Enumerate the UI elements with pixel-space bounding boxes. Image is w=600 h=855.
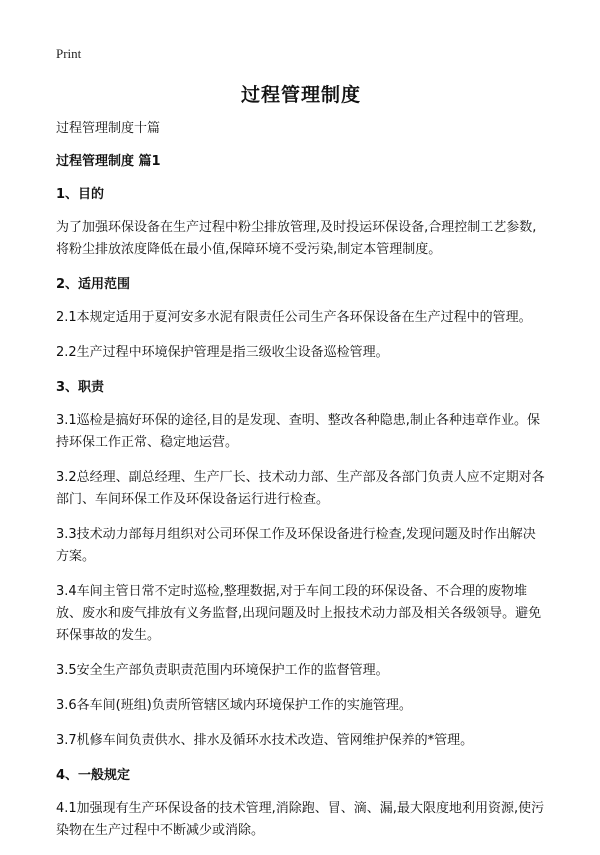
- paragraph: 3.2总经理、副总经理、生产厂长、技术动力部、生产部及各部门负责人应不定期对各部门、车间环保工作及环保设备运行进行检查。: [56, 470, 545, 507]
- paragraph: 3.7机修车间负责供水、排水及循环水技术改造、管网维护保养的*管理。: [56, 733, 474, 748]
- paragraph: 3.5安全生产部负责职责范围内环境保护工作的监督管理。: [56, 663, 389, 678]
- page-title: 过程管理制度: [240, 84, 361, 106]
- print-link[interactable]: Print: [56, 46, 82, 61]
- section-heading-duties: 3、职责: [56, 380, 105, 395]
- paragraph: 3.4车间主管日常不定时巡检,整理数据,对于车间工段的环保设备、不合理的废物堆放、废水和废气排放有义务监督,出现问题及时上报技术动力部及相关各级领导。避免环保事故的发生。: [56, 584, 542, 643]
- paragraph: 4.1加强现有生产环保设备的技术管理,消除跑、冒、滴、漏,最大限度地利用资源,使污染物在生产过程中不断减少或消除。: [56, 801, 545, 838]
- paragraph: 2.2生产过程中环境保护管理是指三级收尘设备巡检管理。: [56, 345, 389, 360]
- document-subtitle: 过程管理制度十篇: [56, 121, 161, 136]
- paragraph: 3.1巡检是搞好环保的途径,目的是发现、查明、整改各种隐患,制止各种违章作业。保持环保工作正常、稳定地运营。: [56, 413, 540, 450]
- document-body: [56, 118, 548, 855]
- paragraph: 3.3技术动力部每月组织对公司环保工作及环保设备进行检查,发现问题及时作出解决方案。: [56, 527, 536, 564]
- paragraph: 2.1本规定适用于夏河安多水泥有限责任公司生产各环保设备在生产过程中的管理。: [56, 310, 532, 325]
- paragraph: 为了加强环保设备在生产过程中粉尘排放管理,及时投运环保设备,合理控制工艺参数,将粉尘排放浓度降低在最小值,保障环境不受污染,制定本管理制度。: [56, 220, 537, 257]
- section-heading-general-rules: 4、一般规定: [56, 768, 131, 783]
- section-heading-purpose: 1、目的: [56, 187, 105, 202]
- article-title: 过程管理制度 篇1: [56, 154, 161, 169]
- section-heading-scope: 2、适用范围: [56, 277, 131, 292]
- paragraph: 3.6各车间(班组)负责所管辖区域内环境保护工作的实施管理。: [56, 698, 412, 713]
